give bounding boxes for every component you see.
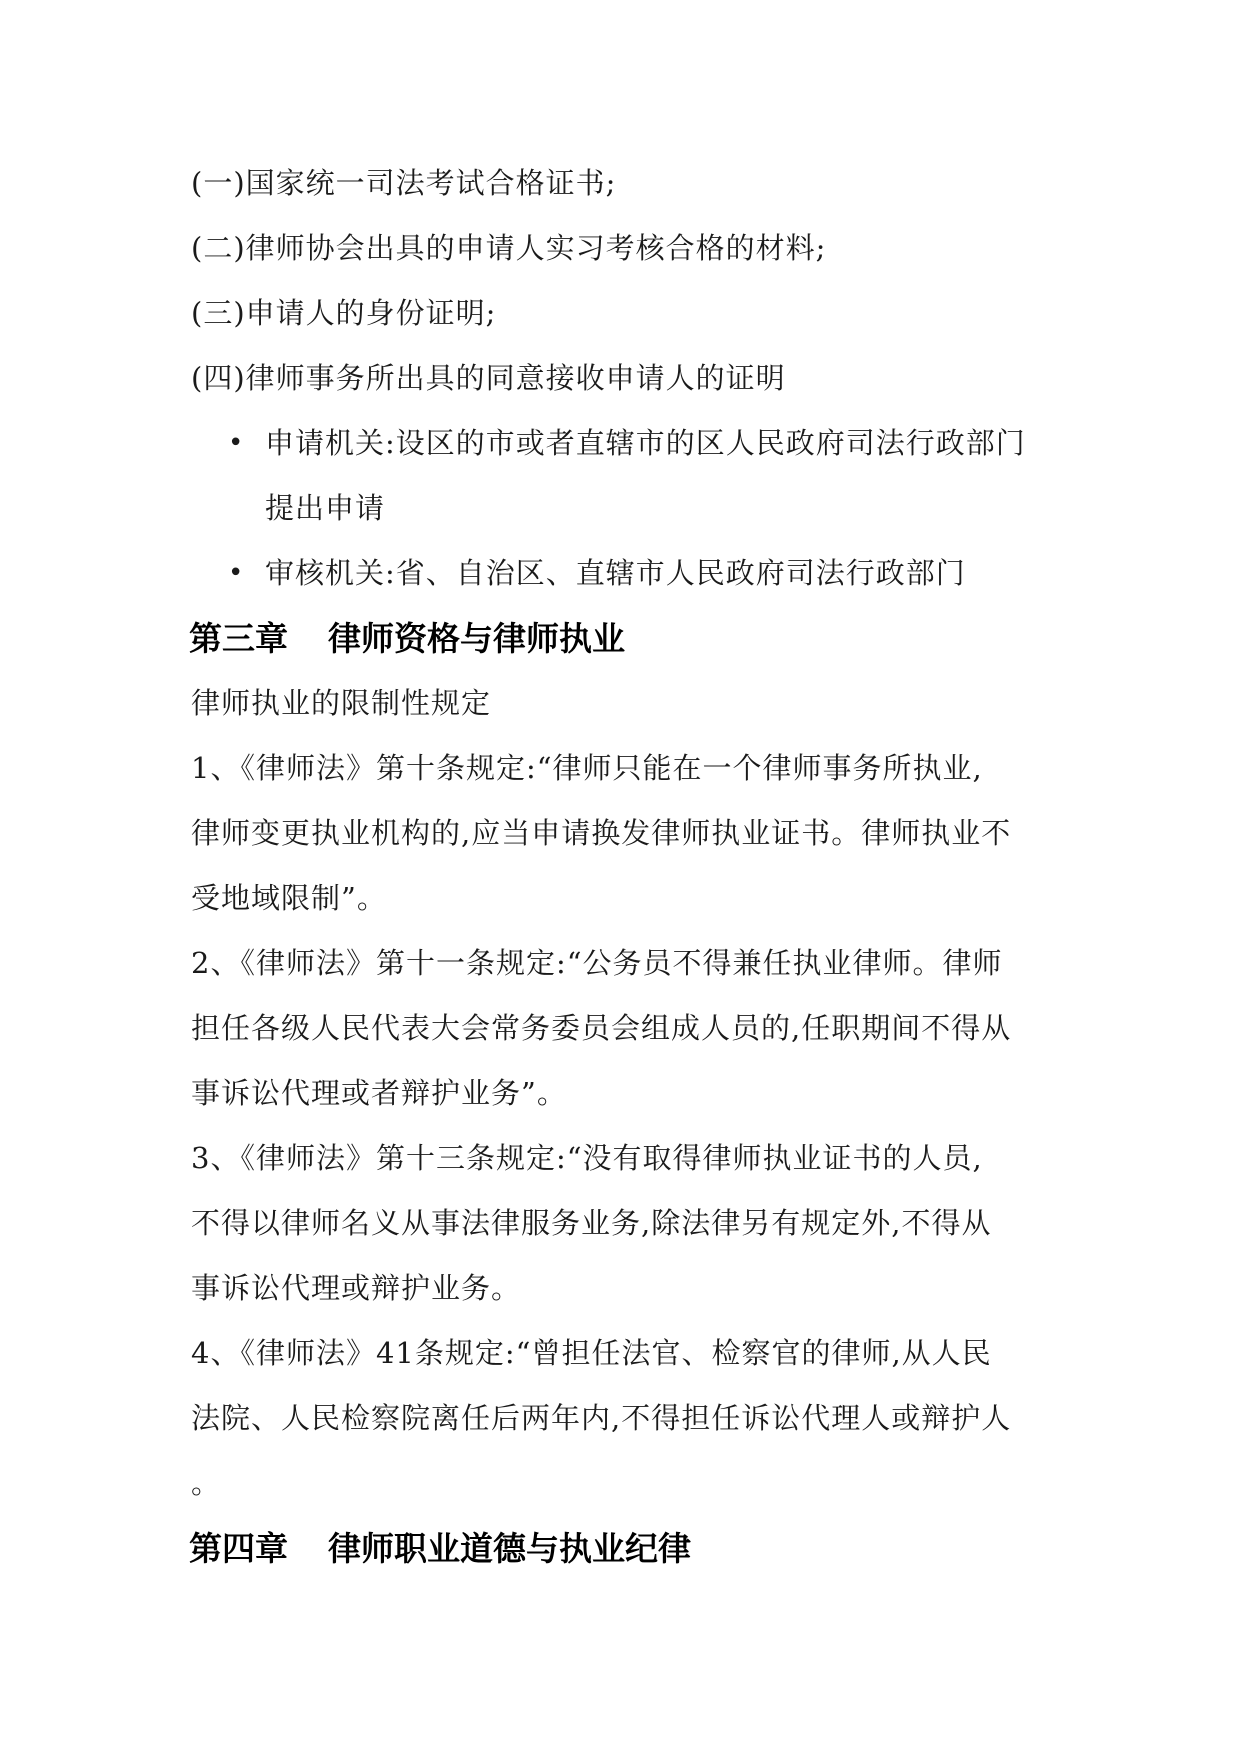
chapter-4-title: 律师职业道德与执业纪律 <box>328 1529 691 1568</box>
para-3-line-2: 不得以律师名义从事法律服务业务,除法律另有规定外,不得从 <box>191 1206 992 1240</box>
bullet-1-line-2: 提出申请 <box>265 491 386 525</box>
bullet-dot-icon: • <box>228 428 244 458</box>
para-2-line-2: 担任各级人民代表大会常务委员会组成人员的,任职期间不得从 <box>191 1011 1012 1045</box>
bullet-dot-icon: • <box>228 558 244 588</box>
para-1-line-1: 1、《律师法》第十条规定:“律师只能在一个律师事务所执业, <box>191 751 983 785</box>
chapter-4-heading <box>189 1527 691 1571</box>
chapter-4-number: 第四章 <box>189 1529 288 1568</box>
chapter-3-heading <box>189 617 625 661</box>
para-4-line-2: 法院、人民检察院离任后两年内,不得担任诉讼代理人或辩护人 <box>191 1401 1012 1435</box>
chapter-3-number: 第三章 <box>189 619 288 658</box>
para-3-line-3: 事诉讼代理或辩护业务。 <box>191 1271 522 1305</box>
para-1-line-2: 律师变更执业机构的,应当申请换发律师执业证书。律师执业不 <box>191 816 1012 850</box>
bullet-1-line-1: 申请机关:设区的市或者直辖市的区人民政府司法行政部门 <box>265 426 1026 460</box>
list-item-1: (一)国家统一司法考试合格证书; <box>191 166 617 200</box>
list-item-4: (四)律师事务所出具的同意接收申请人的证明 <box>191 361 786 395</box>
para-2-line-1: 2、《律师法》第十一条规定:“公务员不得兼任执业律师。律师 <box>191 946 1003 980</box>
section-subtitle: 律师执业的限制性规定 <box>191 686 492 720</box>
para-4-line-3: 。 <box>191 1466 222 1500</box>
list-item-2: (二)律师协会出具的申请人实习考核合格的材料; <box>191 231 827 265</box>
bullet-2-line-1: 审核机关:省、自治区、直辖市人民政府司法行政部门 <box>265 556 966 590</box>
para-1-line-3: 受地域限制”。 <box>191 881 387 915</box>
para-2-line-3: 事诉讼代理或者辩护业务”。 <box>191 1076 567 1110</box>
list-item-3: (三)申请人的身份证明; <box>191 296 497 330</box>
chapter-3-title: 律师资格与律师执业 <box>328 619 625 658</box>
para-4-line-1: 4、《律师法》41条规定:“曾担任法官、检察官的律师,从人民 <box>191 1336 992 1370</box>
para-3-line-1: 3、《律师法》第十三条规定:“没有取得律师执业证书的人员, <box>191 1141 983 1175</box>
